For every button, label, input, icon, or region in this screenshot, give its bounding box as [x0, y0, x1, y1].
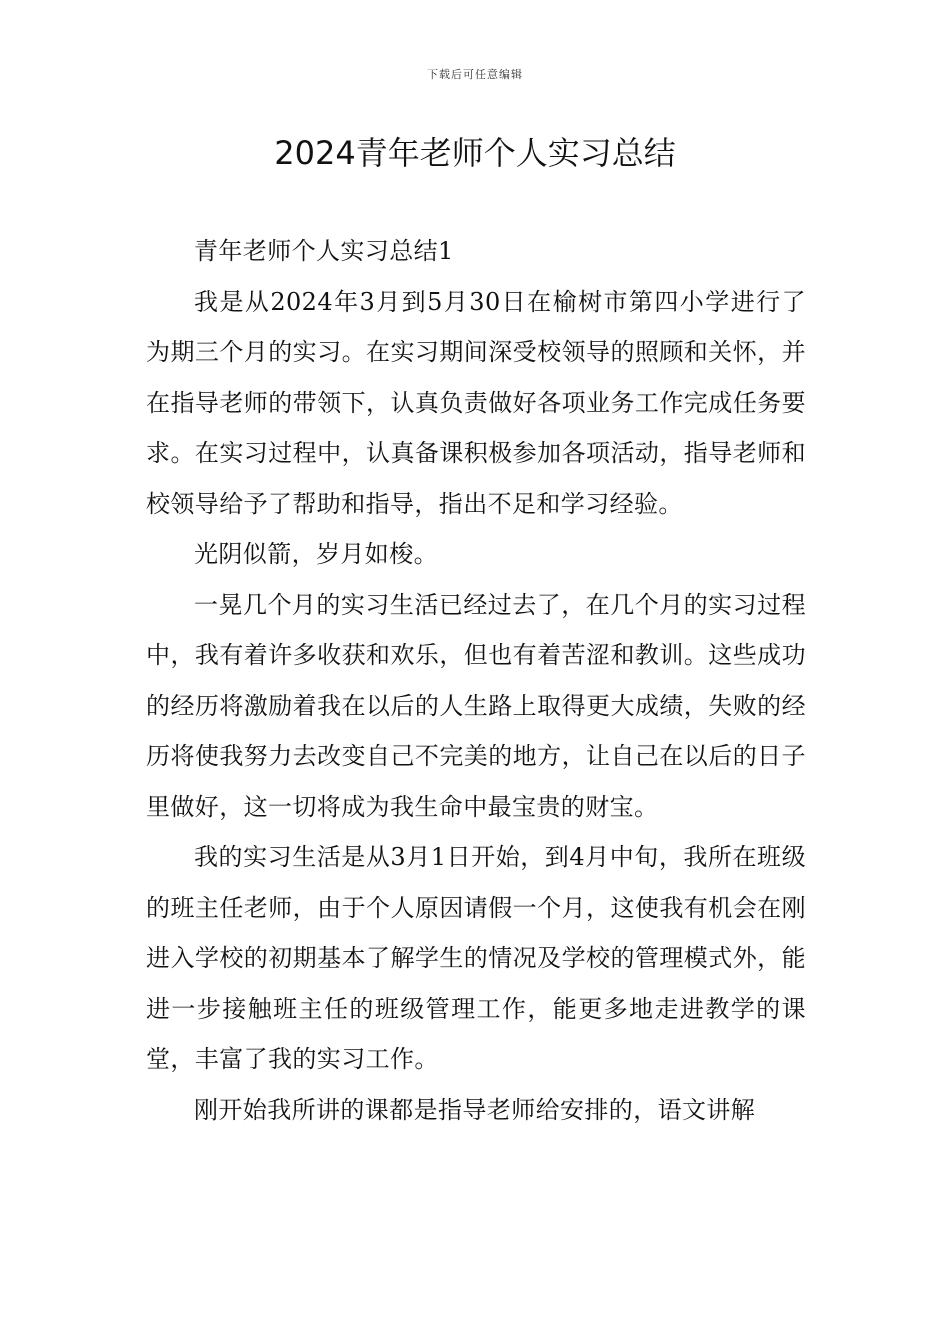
document-title: 2024青年老师个人实习总结	[274, 134, 676, 172]
header-note: 下载后可任意编辑	[427, 68, 523, 81]
paragraph: 我是从2024年3月到5月30日在榆树市第四小学进行了为期三个月的实习。在实习期间深受校领导的照顾和关怀，并在指导老师的带领下，认真负责做好各项业务工作完成任务要求。在实习过程中，认真备课积极参加各项活动，指导老师和校领导给予了帮助和指导，指出不足和学习经验。	[146, 287, 806, 518]
paragraph: 刚开始我所讲的课都是指导老师给安排的，语文讲解	[194, 1095, 756, 1124]
document-body	[146, 226, 806, 1135]
paragraph-subtitle: 青年老师个人实习总结1	[194, 237, 454, 265]
paragraph: 一晃几个月的实习生活已经过去了，在几个月的实习过程中，我有着许多收获和欢乐，但也有着苦涩和教训。这些成功的经历将激励着我在以后的人生路上取得更大成绩，失败的经历将使我努力去改变自己不完美的地方，让自己在以后的日子里做好，这一切将成为我生命中最宝贵的财宝。	[146, 590, 806, 821]
paragraph: 我的实习生活是从3月1日开始，到4月中旬，我所在班级的班主任老师，由于个人原因请假一个月，这使我有机会在刚进入学校的初期基本了解学生的情况及学校的管理模式外，能进一步接触班主任的班级管理工作，能更多地走进教学的课堂，丰富了我的实习工作。	[146, 843, 806, 1073]
paragraph: 光阴似箭，岁月如梭。	[194, 540, 438, 568]
